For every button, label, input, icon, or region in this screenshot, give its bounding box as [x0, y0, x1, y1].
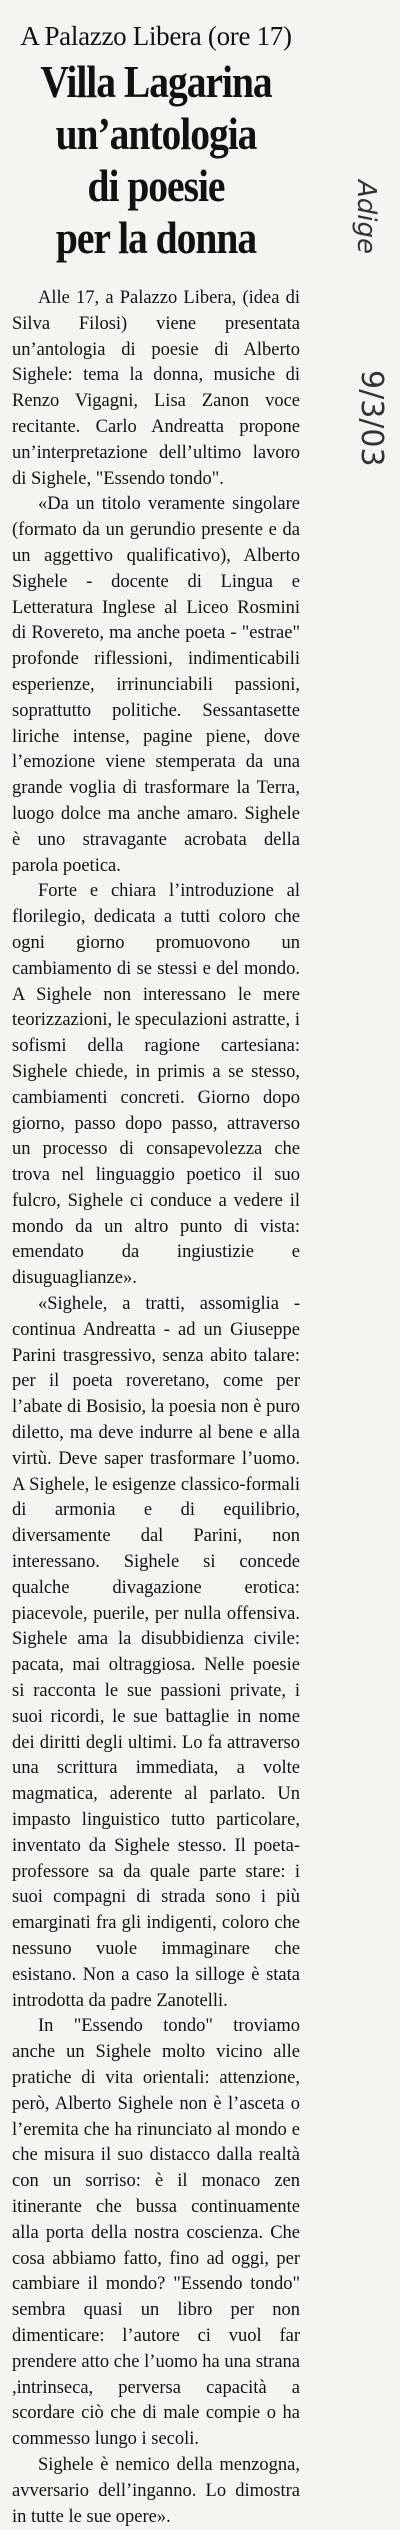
headline-line: un’antologia — [55, 108, 257, 159]
article-kicker: A Palazzo Libera (ore 17) — [20, 21, 292, 51]
article-paragraph: Sighele è nemico della menzogna, avversario dell’inganno. Lo dimostra in tutte le sue opere». — [12, 2454, 300, 2527]
article-paragraph: Alle 17, a Palazzo Libera, (idea di Silva Filosi) viene presentata un’antologia di poesie di Alberto Sighele: tema la donna, musiche di Renzo Vigagni, Lisa Zanon voce recitante. Carlo Andreatta propone un’interpretazione dell’ultimo lavoro di Sighele, "Essendo tondo". — [12, 288, 300, 489]
headline-line: per la donna — [55, 212, 257, 263]
article-paragraph: Forte e chiara l’introduzione al florilegio, dedicata a tutti coloro che ogni giorno promuovono un cambiamento di se stessi e del mondo. A Sighele non interessano le mere teorizzazioni, le speculazioni astratte, i sofismi della ragione cartesiana: Sighele chiede, in primis a se stesso, cambiamenti concreti. Giorno dopo giorno, passo dopo passo, attraverso un processo di consapevolezza che trova nel linguaggio poetico il suo fulcro, Sighele ci conduce a vedere il mondo da un altro punto di vista: emendato da ingiustizie e disuguaglianze». — [12, 881, 300, 1289]
handwritten-date: 9/3/03 — [354, 370, 389, 467]
article-headline — [32, 56, 280, 264]
handwriting-svg — [312, 140, 392, 700]
article-paragraph: «Da un titolo veramente singolare (formato da un gerundio presente e da un aggettivo qualificativo), Alberto Sighele - docente di Lingua e Letteratura Inglese al Liceo Rosmini di Rovereto, ma anche poeta - "estrae" profonde riflessioni, indimenticabili esperienze, irrinunciabili passioni, soprattutto politiche. Sessantasette liriche intense, pagine piene, dove l’emozione viene stemperata da una grande voglia di trasformare la Terra, luogo dolce ma anche amaro. Sighele è uno stravagante acrobata della parola poetica. — [12, 494, 300, 876]
headline-line: Villa Lagarina — [40, 56, 272, 107]
article-paragraph: «Sighele, a tratti, assomiglia - continua Andreatta - ad un Giuseppe Parini trasgressivo, senza abito talare: per il poeta roveretano, come per l’abate di Bosisio, la poesia non è puro diletto, ma deve indurre al bene e alla virtù. Deve saper trasformare l’uomo. A Sighele, le esigenze classico-formali di armonia e di equilibrio, diversamente dal Parini, non interessano. Sighele si concede qualche divagazione erotica: piacevole, puerile, per nulla offensiva. Sighele ama la disubbidienza civile: pacata, mai oltraggiosa. Nelle poesie si racconta le sue passioni private, i suoi ricordi, le sue battaglie in nome dei diritti degli ultimi. Lo fa attraverso una scrittura immediata, a volte magmatica, aderente al parlato. Un impasto linguistico tutto particolare, inventato da Sighele stesso. Il poeta-professore sa da quale parte stare: i suoi compagni di strada sono i più emarginati fra gli indigenti, coloro che nessuno vuole immaginare che esistano. Non a caso la silloge è stata introdotta da padre Zanotelli. — [12, 1294, 300, 2011]
newspaper-clipping — [12, 20, 300, 2527]
article-paragraph: In "Essendo tondo" troviamo anche un Sighele molto vicino alle pratiche di vita orientali: attenzione, però, Alberto Sighele non è l’asceta o l’eremita che ha rinunciato al mondo e che misura il suo distacco dalla realtà con un sorriso: è il monaco zen itinerante che bussa continuamente alla porta della nostra coscienza. Che cosa abbiamo fatto, fino ad oggi, per cambiare il mondo? "Essendo tondo" sembra quasi un libro per non dimenticare: l’autore ci vuol far prendere atto che l’uomo ha una strana ,intrinseca, perversa capacità a scordare ciò che di male compie o ha commesso lungo i secoli. — [12, 2016, 300, 2450]
article-body — [12, 286, 300, 2530]
handwritten-brand: Adige — [351, 180, 381, 255]
headline-line: di poesie — [87, 160, 225, 211]
handwritten-annotation — [312, 140, 392, 700]
